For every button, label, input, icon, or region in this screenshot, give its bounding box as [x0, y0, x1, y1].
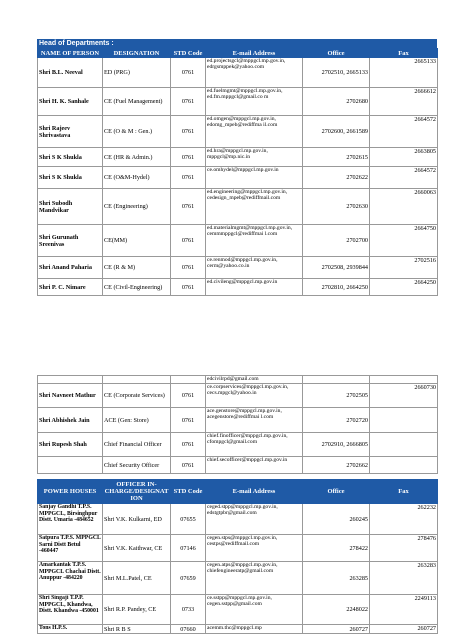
fax-number: 2664750 [370, 225, 438, 257]
officer-in-charge: Shri R B S [103, 625, 171, 634]
person-name: Shri P. C. Nimare [38, 279, 103, 296]
office-phone: 2702680 [303, 88, 370, 116]
column-header: Fax [370, 480, 438, 504]
office-phone: 2702630 [303, 189, 370, 225]
table-row [38, 504, 438, 535]
office-phone: 2702615 [303, 148, 370, 167]
power-houses-header-row [38, 480, 438, 504]
std-code: 0761 [171, 225, 206, 257]
email-address: ce.corpservices@mppgcl.mp.gov.in, cecs.mpgcl@yahoo.in [206, 384, 303, 408]
std-code: 0761 [171, 167, 206, 189]
hod-table-continued [37, 375, 438, 474]
power-house-name: Tons H.P.S. [38, 625, 103, 634]
person-name: Shri Navneet Mathur [38, 384, 103, 408]
designation: CE (O&M-Hydel) [103, 167, 171, 189]
std-code [171, 376, 206, 384]
office-phone: 263285 [303, 562, 370, 595]
designation: ACE (Gen: Store) [103, 408, 171, 433]
fax-number [370, 376, 438, 384]
email-address: ceged.stpp@mppgcl.mp.gov.in, edstgtpbr@gmail.com [206, 504, 303, 535]
table-row [38, 148, 438, 167]
std-code: 07660 [171, 625, 206, 634]
std-code: 0761 [171, 88, 206, 116]
table-row [38, 384, 438, 408]
fax-number: 2660730 [370, 384, 438, 408]
email-address: ed.engineering@mppgcl.mp.gov.in, cedesign_mpeb@rediffmail.com [206, 189, 303, 225]
office-phone: 260727 [303, 625, 370, 634]
table-row [38, 279, 438, 296]
office-phone: 2702505 [303, 384, 370, 408]
email-address: ce.renmod@mppgcl.mp.gov.in, cerm@yahoo.co.in [206, 257, 303, 279]
table-row [38, 562, 438, 595]
fax-number: 260727 [370, 625, 438, 634]
designation: CE (R & M) [103, 257, 171, 279]
std-code: 0761 [171, 148, 206, 167]
fax-number [370, 457, 438, 474]
hod-header-row [38, 49, 438, 58]
std-code: 0761 [171, 189, 206, 225]
person-name: Shri Subodh Mandvikar [38, 189, 103, 225]
column-header: E-mail Address [206, 49, 303, 58]
office-phone: 2702910, 2666805 [303, 433, 370, 457]
table-row [38, 376, 438, 384]
designation: CE(MM) [103, 225, 171, 257]
std-code: 0761 [171, 257, 206, 279]
column-header: DESIGNATION [103, 49, 171, 58]
office-phone: 278422 [303, 535, 370, 562]
table-row [38, 595, 438, 625]
fax-number [370, 408, 438, 433]
office-phone: 2702510, 2665133 [303, 58, 370, 88]
email-address: ed.hra@mppgcl.mp.gov.in, mppgcl@mp.nic.in [206, 148, 303, 167]
email-address: cegen.atps@mppgcl.mp.gov.in, chiefengineeratp@gmail.com [206, 562, 303, 595]
office-phone: 2248022 [303, 595, 370, 625]
office-phone: 2702622 [303, 167, 370, 189]
designation: CE (HR & Admin.) [103, 148, 171, 167]
table-row [38, 535, 438, 562]
std-code: 0761 [171, 116, 206, 148]
power-house-name: Amarkantak T.P.S. MPPGCL Chachai Distt. Anuppur -484220 [38, 562, 103, 595]
email-address: ed.civileng@mppgcl.mp.gov.in [206, 279, 303, 296]
office-phone: 2702810, 2664250 [303, 279, 370, 296]
officer-in-charge: Shri R.P. Pandey, CE [103, 595, 171, 625]
table-row [38, 116, 438, 148]
office-phone: 260245 [303, 504, 370, 535]
designation: CE (Civil-Engineering) [103, 279, 171, 296]
designation: CE (Corporate Services) [103, 384, 171, 408]
designation: ED (PRG) [103, 58, 171, 88]
officer-in-charge: Shri V.K. Kaithwar, CE [103, 535, 171, 562]
std-code: 07659 [171, 562, 206, 595]
email-address: ce.omhydel@mppgcl.mp.gov.in [206, 167, 303, 189]
email-address: ed.fuelmgmt@mppgcl.mp.gov.in, ed.fm.mppgcl@gmail.co m [206, 88, 303, 116]
person-name: Shri Gurunath Sreenivas [38, 225, 103, 257]
fax-number: 278476 [370, 535, 438, 562]
email-address: cegen.stps@mppgcl.mp.gov.in, cestps@rediffmail.com [206, 535, 303, 562]
std-code: 0761 [171, 408, 206, 433]
std-code: 07146 [171, 535, 206, 562]
officer-in-charge: Shri M.L.Patel, CE [103, 562, 171, 595]
designation: CE (Fuel Management) [103, 88, 171, 116]
person-name [38, 376, 103, 384]
designation [103, 376, 171, 384]
fax-number: 263283 [370, 562, 438, 595]
email-address: ace.genstore@mppgcl.mp.gov.in, acegenstore@rediffmai l.com [206, 408, 303, 433]
fax-number: 2664250 [370, 279, 438, 296]
table-row [38, 457, 438, 474]
table-row [38, 625, 438, 634]
email-address: ce.sstpp@mppgcl.mp.gov.in, cegen.sstpp@gmail.com [206, 595, 303, 625]
table-row [38, 88, 438, 116]
office-phone: 2702700 [303, 225, 370, 257]
person-name: Shri S K Shukla [38, 167, 103, 189]
email-address: ed.materialmgmt@mppgcl.mp.gov.in, cemmmppgcl@rediffmai l.com [206, 225, 303, 257]
fax-number: 2664572 [370, 167, 438, 189]
std-code: 0761 [171, 279, 206, 296]
std-code: 0761 [171, 58, 206, 88]
person-name: Shri Rupesh Shah [38, 433, 103, 457]
column-header: NAME OF PERSON [38, 49, 103, 58]
email-address: edcivilrpd@gmail.com [206, 376, 303, 384]
column-header: STD Code [171, 480, 206, 504]
power-house-name: Shri Singaji T.P.P. MPPGCL, Khandwa, Distt. Khandwa -450001 [38, 595, 103, 625]
office-phone [303, 376, 370, 384]
person-name [38, 457, 103, 474]
std-code: 07655 [171, 504, 206, 535]
std-code: 0761 [171, 433, 206, 457]
fax-number [370, 433, 438, 457]
table-row [38, 433, 438, 457]
table-row [38, 257, 438, 279]
designation: Chief Security Officer [103, 457, 171, 474]
office-phone: 2702662 [303, 457, 370, 474]
column-header: OFFICER IN-CHARGE/DESIGNATION [103, 480, 171, 504]
person-name: Shri H. K. Sanhale [38, 88, 103, 116]
email-address: ed.omgen@mppgcl.mp.gov.in, edomg_mpeb@rediffma il.com [206, 116, 303, 148]
power-house-name: Sanjay Gandhi T.P.S. MPPGCL, Birsinghpur Distt. Umaria -484652 [38, 504, 103, 535]
person-name: Shri B.L. Neeval [38, 58, 103, 88]
office-phone: 2702600, 2661589 [303, 116, 370, 148]
column-header: Office [303, 49, 370, 58]
std-code: 0733 [171, 595, 206, 625]
designation: CE (Engineering) [103, 189, 171, 225]
fax-number: 2663805 [370, 148, 438, 167]
email-address: chief.finofficer@mppgcl.mp.gov.in, cfompgcl@gmail.com [206, 433, 303, 457]
person-name: Shri S K Shukla [38, 148, 103, 167]
designation: CE (O & M : Gen.) [103, 116, 171, 148]
table-row [38, 408, 438, 433]
person-name: Shri Abhishek Jain [38, 408, 103, 433]
fax-number: 2249113 [370, 595, 438, 625]
fax-number: 2665133 [370, 58, 438, 88]
office-phone: 2702508, 2939844 [303, 257, 370, 279]
table-row [38, 167, 438, 189]
person-name: Shri Anand Paharia [38, 257, 103, 279]
fax-number: 2660063 [370, 189, 438, 225]
office-phone: 2702720 [303, 408, 370, 433]
officer-in-charge: Shri V.K. Kulkarni, ED [103, 504, 171, 535]
fax-number: 262232 [370, 504, 438, 535]
power-houses-table [37, 479, 438, 634]
fax-number: 2702516 [370, 257, 438, 279]
column-header: Office [303, 480, 370, 504]
column-header: STD Code [171, 49, 206, 58]
email-address: ed.projectsgcl@mppgcl.mp.gov.in, edrgsmppek@yahoo.com [206, 58, 303, 88]
designation: Chief Financial Officer [103, 433, 171, 457]
section-title: Head of Departments : [37, 39, 437, 48]
table-row [38, 189, 438, 225]
column-header: Fax [370, 49, 438, 58]
column-header: POWER HOUSES [38, 480, 103, 504]
table-row [38, 225, 438, 257]
hod-table [37, 48, 438, 296]
column-header: E-mail Address [206, 480, 303, 504]
std-code: 0761 [171, 457, 206, 474]
table-row [38, 58, 438, 88]
std-code: 0761 [171, 384, 206, 408]
power-house-name: Satpura T.P.S. MPPGCL Sarni Distt Betul -460447 [38, 535, 103, 562]
fax-number: 2666612 [370, 88, 438, 116]
fax-number: 2664572 [370, 116, 438, 148]
email-address: chief.secofficer@mppgcl.mp.gov.in [206, 457, 303, 474]
person-name: Shri Rajeev Shrivastava [38, 116, 103, 148]
email-address: acemm.thc@mppgcl.mp [206, 625, 303, 634]
